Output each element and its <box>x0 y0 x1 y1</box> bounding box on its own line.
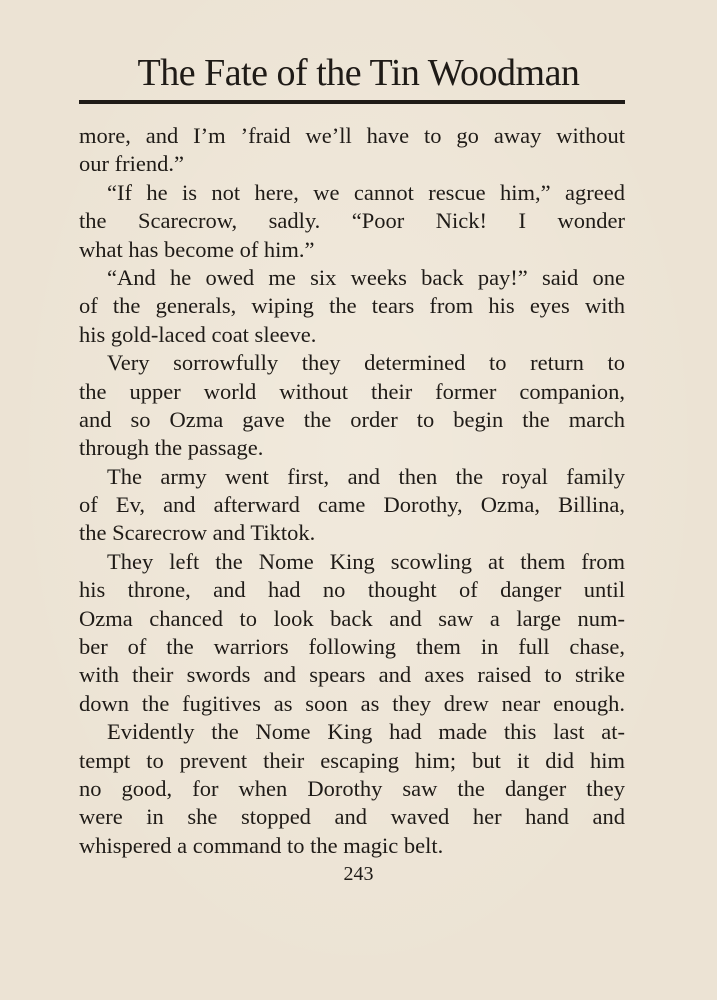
text-line: the upper world without their former companion, <box>79 378 625 404</box>
header-rule <box>79 100 625 104</box>
text-line: Evidently the Nome King had made this last at- <box>107 719 625 745</box>
text-line: the Scarecrow and Tiktok. <box>79 520 316 546</box>
text-line: “If he is not here, we cannot rescue him,” agreed <box>107 179 625 205</box>
text-line: through the passage. <box>79 435 264 461</box>
text-line: with their swords and spears and axes raised to strike <box>79 662 625 688</box>
text-line: “And he owed me six weeks back pay!” said one <box>107 264 625 290</box>
text-line: They left the Nome King scowling at them from <box>107 548 625 574</box>
text-line: and so Ozma gave the order to begin the march <box>79 406 625 432</box>
text-line: the Scarecrow, sadly. “Poor Nick! I wonder <box>79 208 625 234</box>
text-line: ber of the warriors following them in full chase, <box>79 634 625 660</box>
text-line: what has become of him.” <box>79 236 315 262</box>
text-line: Very sorrowfully they determined to return to <box>107 350 625 376</box>
text-line: tempt to prevent their escaping him; but it did him <box>79 747 625 773</box>
text-line: more, and I’m ’fraid we’ll have to go away without <box>79 123 625 148</box>
text-line: whispered a command to the magic belt. <box>79 832 444 858</box>
text-line: of Ev, and afterward came Dorothy, Ozma, Billina, <box>79 492 625 518</box>
text-line: our friend.” <box>79 151 184 177</box>
body-text <box>79 122 625 860</box>
text-line: his gold-laced coat sleeve. <box>79 321 317 347</box>
page-number: 243 <box>343 863 374 885</box>
text-line: his throne, and had no thought of danger until <box>79 577 625 603</box>
page-title: The Fate of the Tin Woodman <box>137 52 580 94</box>
text-line: Ozma chanced to look back and saw a large num- <box>79 605 625 631</box>
text-line: of the generals, wiping the tears from his eyes with <box>79 293 625 319</box>
text-line: no good, for when Dorothy saw the danger they <box>79 775 625 801</box>
text-line: down the fugitives as soon as they drew near enough. <box>79 690 625 716</box>
text-line: The army went first, and then the royal family <box>107 463 625 489</box>
text-line: were in she stopped and waved her hand and <box>79 804 625 830</box>
